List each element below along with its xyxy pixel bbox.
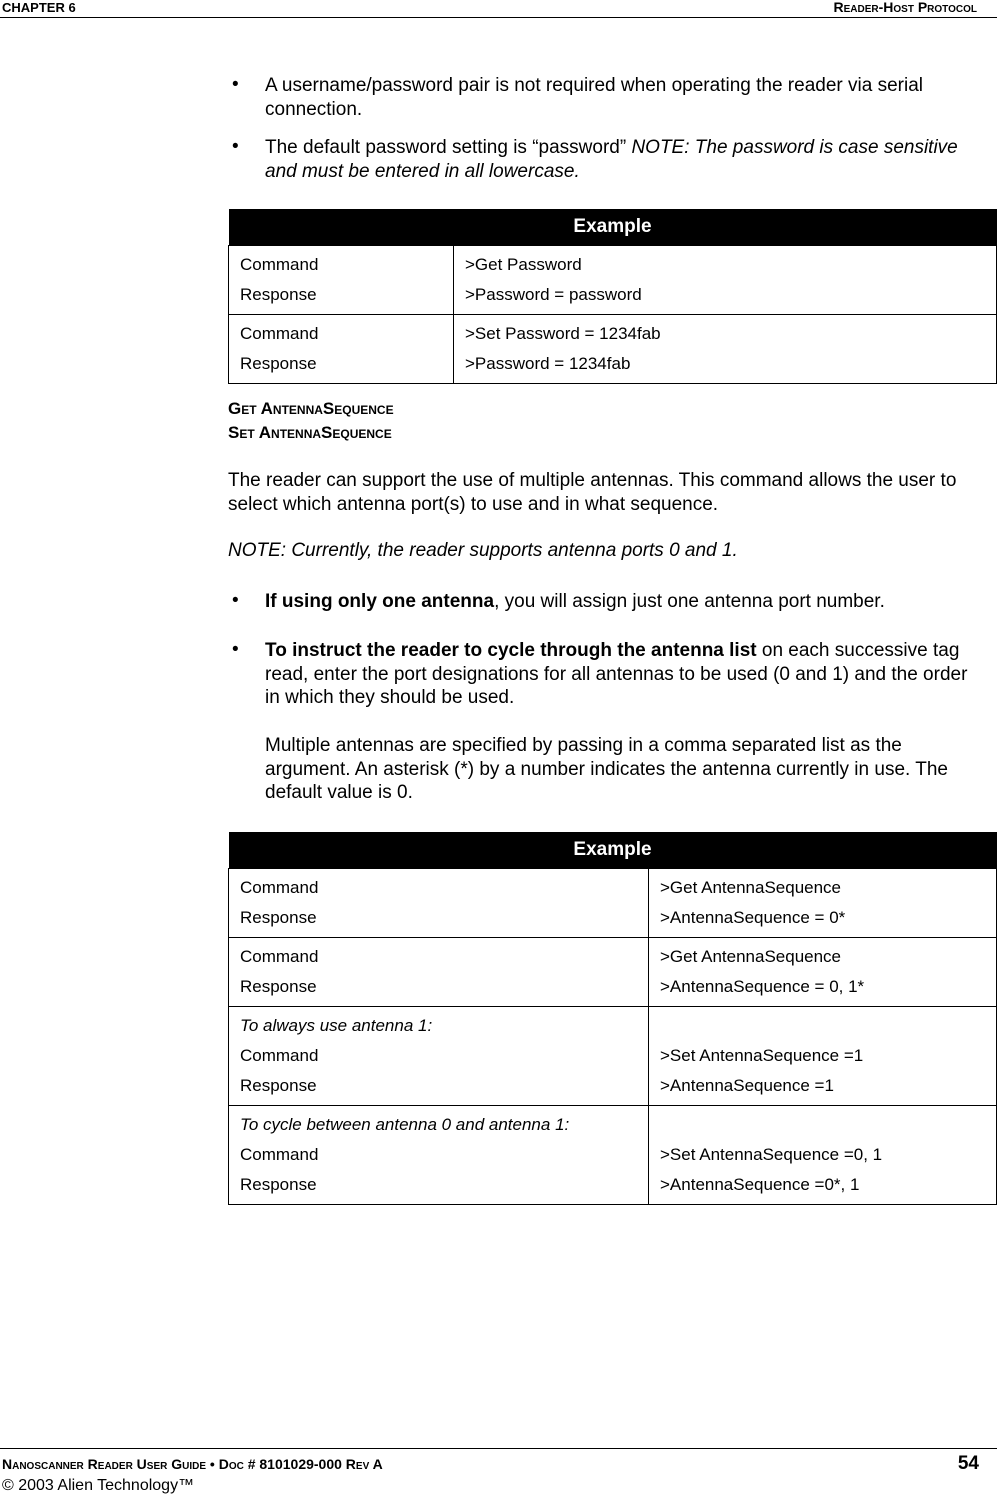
row-value: >Set Password = 1234fab [465, 324, 661, 343]
heading-set-antennasequence: Set AntennaSequence [228, 423, 392, 442]
row-label: Response [240, 285, 317, 304]
note-paragraph: NOTE: Currently, the reader supports antenna ports 0 and 1. [228, 540, 738, 561]
row-label: Response [240, 354, 317, 373]
row-value: >Password = 1234fab [465, 354, 631, 373]
row-value: >Password = password [465, 285, 642, 304]
row-label: Command [240, 324, 319, 343]
bullet-text: on each successive tag read, enter the port designations for all antennas to be used (0 and 1) and the order in which they should be used. [265, 640, 968, 708]
bullet-icon: • [232, 74, 239, 95]
example-table-password [228, 209, 997, 384]
header-chapter: CHAPTER 6 [2, 0, 76, 15]
footer-rule [0, 1448, 997, 1449]
footer-separator: • [209, 1456, 215, 1472]
intro-paragraph: The reader can support the use of multiple antennas. This command allows the user to select which antenna port(s) to use and in what sequence. [228, 470, 957, 515]
footer-copyright: © 2003 Alien Technology™ [2, 1477, 195, 1494]
row-label: Response [240, 977, 317, 996]
row-caption: To always use antenna 1: [240, 1016, 433, 1035]
table-row [229, 246, 997, 315]
table-row [229, 1106, 997, 1205]
row-caption: To cycle between antenna 0 and antenna 1: [240, 1115, 570, 1134]
bullet-default-password [265, 136, 985, 183]
row-label: Command [240, 947, 319, 966]
row-label: Command [240, 255, 319, 274]
page-number: 54 [957, 1453, 979, 1474]
heading-get-antennasequence: Get AntennaSequence [228, 399, 394, 418]
bullet-one-antenna [265, 590, 985, 614]
row-value: >AntennaSequence = 0* [660, 908, 846, 927]
bullet-bold: To instruct the reader to cycle through the antenna list [265, 640, 757, 661]
footer-guide: Nanoscanner Reader User Guide [2, 1456, 207, 1472]
row-value: >Get AntennaSequence [660, 878, 842, 897]
row-value: >Get AntennaSequence [660, 947, 842, 966]
bullet-serial: A username/password pair is not required when operating the reader via serial connection. [265, 75, 923, 120]
bullet-text: The default password setting is “password” [265, 137, 632, 158]
bullet-icon: • [232, 136, 239, 157]
header-rule [0, 17, 997, 18]
table-title: Example [229, 832, 997, 869]
example-table-antennasequence [228, 832, 997, 1205]
password-note: NOTE: The password is case sensitive and must be entered in all lowercase. [265, 137, 958, 182]
row-value: >Set AntennaSequence =1 [660, 1046, 864, 1065]
row-label: Command [240, 1145, 319, 1164]
bullet-bold: If using only one antenna [265, 591, 495, 612]
footer-doc: Doc # 8101029-000 Rev A [218, 1456, 383, 1472]
row-label: Response [240, 1175, 317, 1194]
table-row [229, 869, 997, 938]
footer-doc-info [2, 1456, 383, 1472]
table-row [229, 1007, 997, 1106]
row-value: >AntennaSequence =0*, 1 [660, 1175, 860, 1194]
row-label: Command [240, 878, 319, 897]
bullet-text: , you will assign just one antenna port number. [494, 591, 885, 612]
bullet-cycle [265, 639, 985, 710]
table-row [229, 938, 997, 1007]
row-label: Command [240, 1046, 319, 1065]
row-value: >Get Password [465, 255, 582, 274]
row-label: Response [240, 908, 317, 927]
row-value: >Set AntennaSequence =0, 1 [660, 1145, 883, 1164]
bullet-icon: • [232, 590, 239, 611]
table-title: Example [229, 209, 997, 246]
row-value: >AntennaSequence =1 [660, 1076, 834, 1095]
header-section: Reader-Host Protocol [833, 0, 977, 15]
bullet-icon: • [232, 639, 239, 660]
multiple-antennas-paragraph: Multiple antennas are specified by passing in a comma separated list as the argument. An asterisk (*) by a number indicates the antenna currently in use. The default value is 0. [265, 735, 948, 803]
row-value: >AntennaSequence = 0, 1* [660, 977, 865, 996]
table-row [229, 315, 997, 384]
row-label: Response [240, 1076, 317, 1095]
